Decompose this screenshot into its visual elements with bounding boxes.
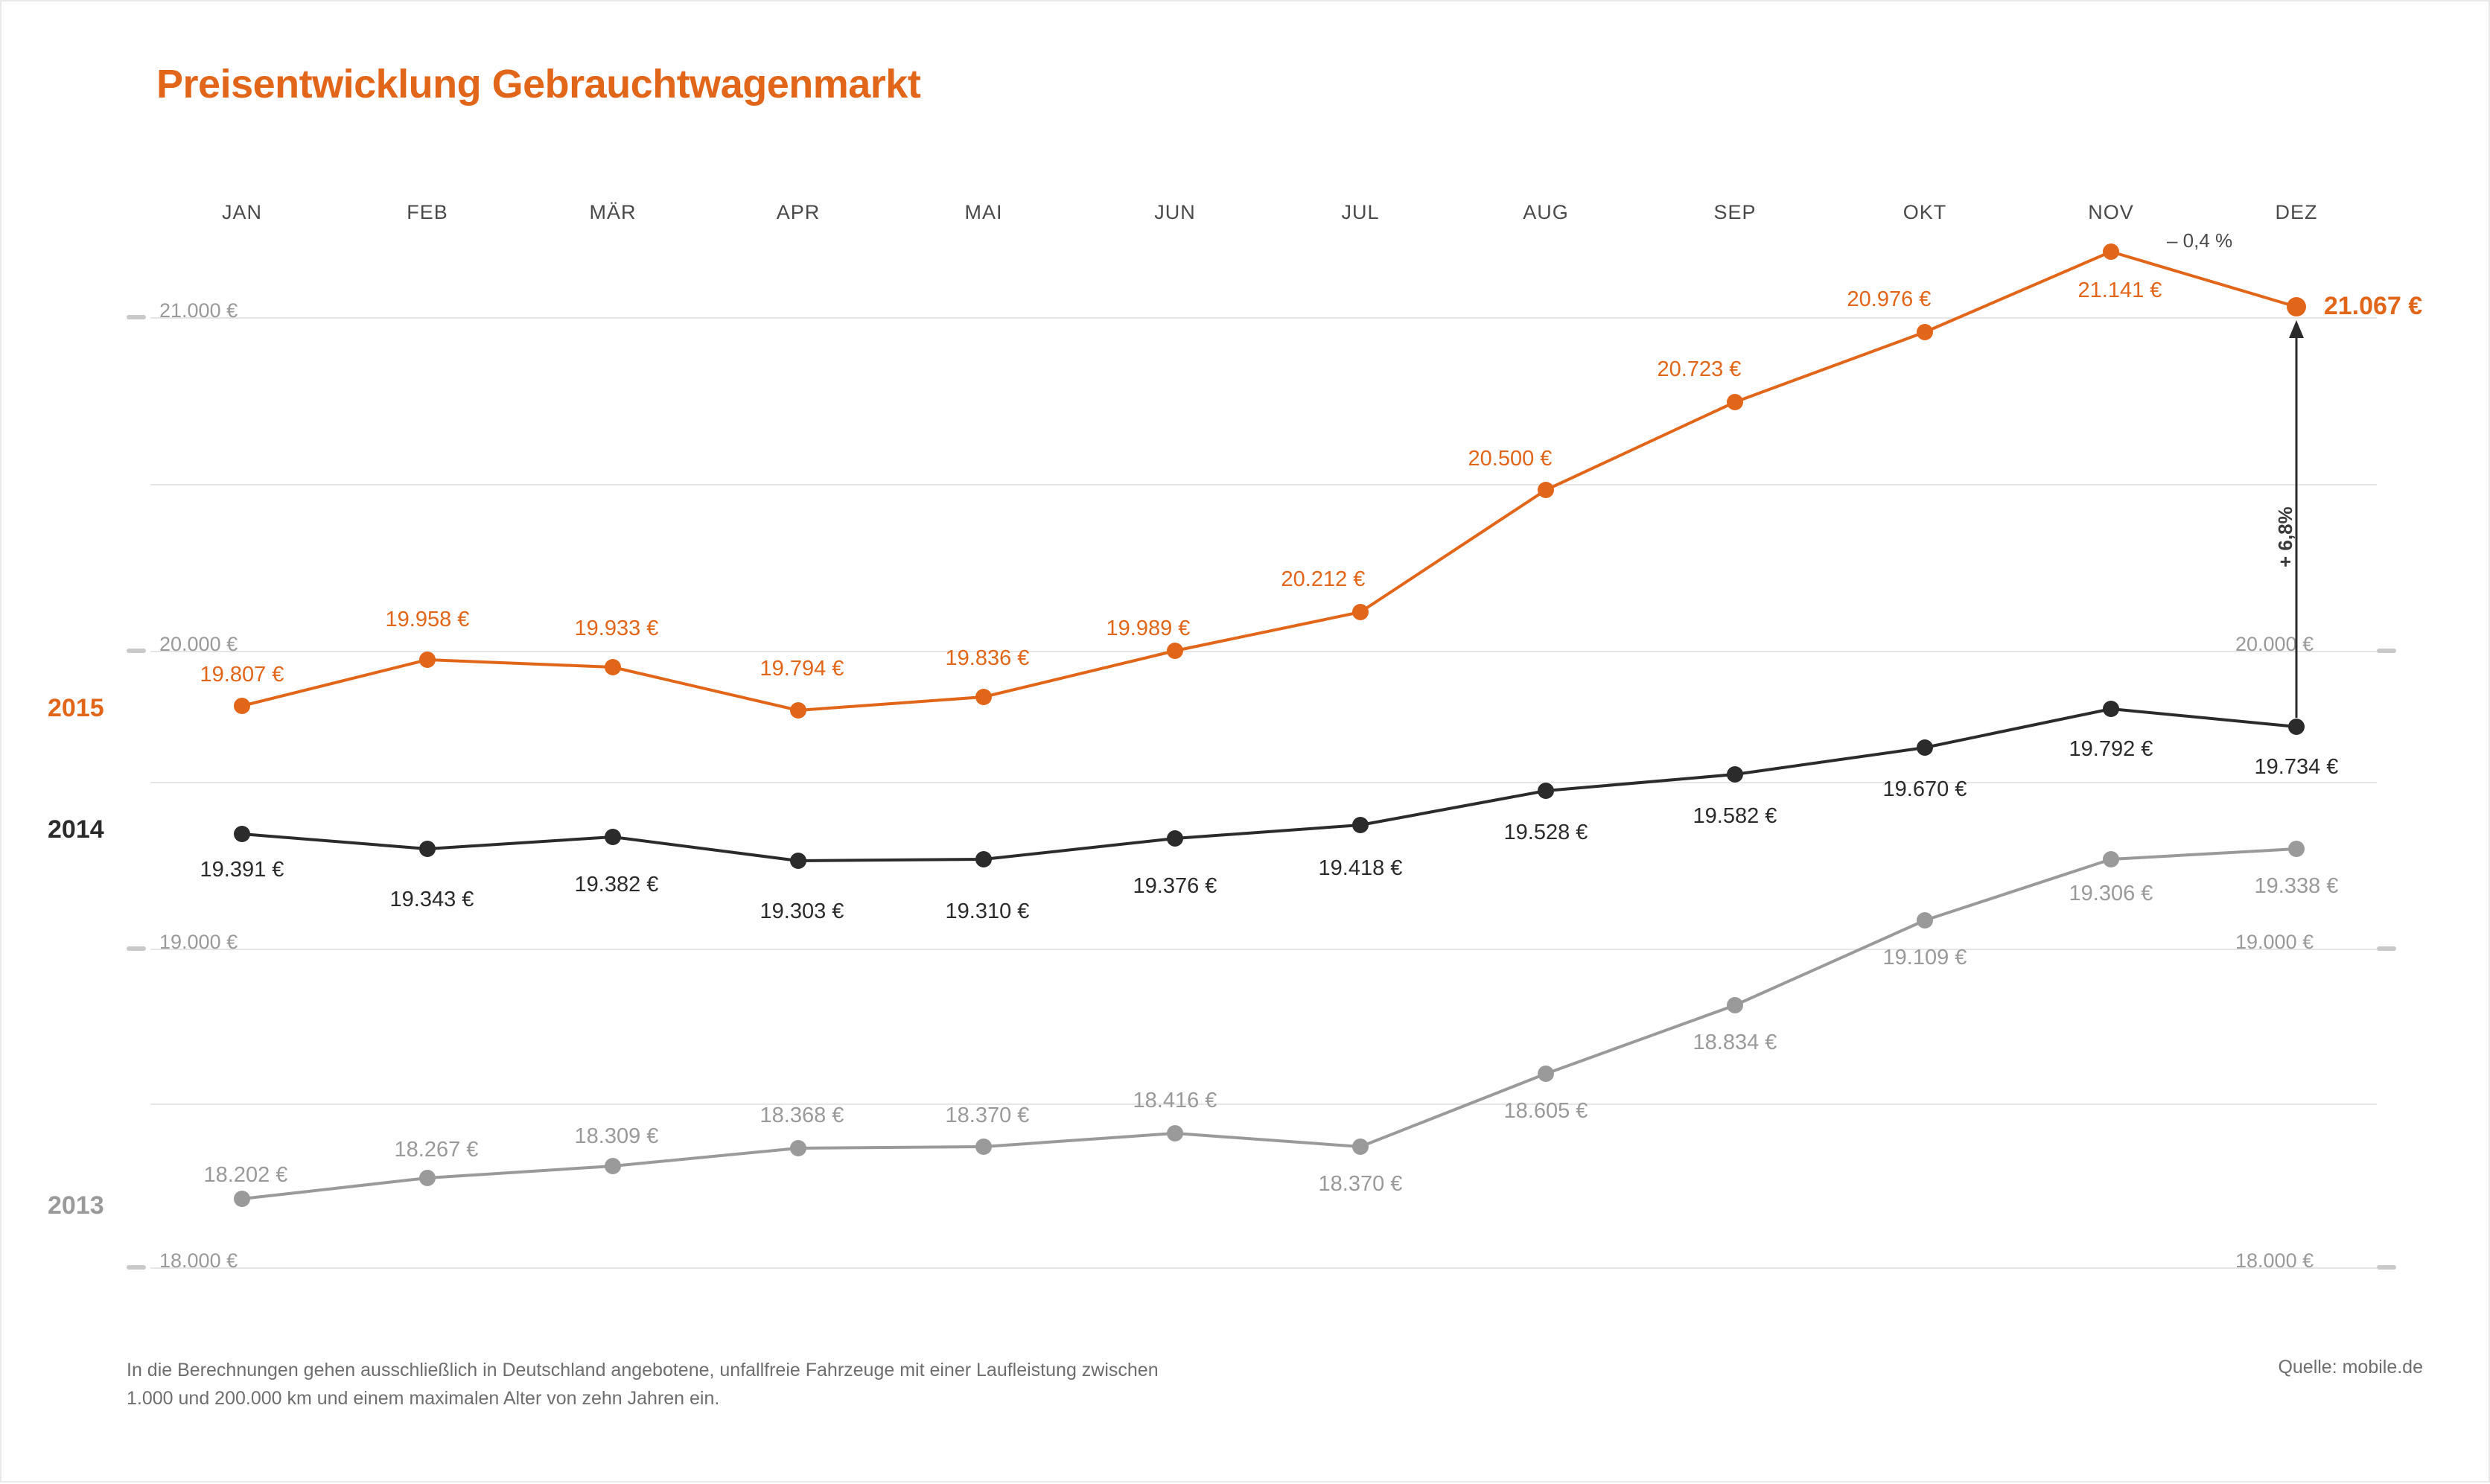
value-2013-feb: 18.267 € bbox=[394, 1138, 479, 1162]
point-2014-maer[interactable] bbox=[605, 829, 621, 845]
point-2014-dez[interactable] bbox=[2288, 719, 2305, 735]
value-2013-mai: 18.370 € bbox=[945, 1104, 1030, 1127]
series-label-2013: 2013 bbox=[48, 1191, 104, 1220]
point-2013-okt[interactable] bbox=[1917, 912, 1933, 929]
value-2015-nov: 21.141 € bbox=[2077, 278, 2162, 302]
point-2015-jan[interactable] bbox=[234, 698, 250, 714]
value-2013-sep: 18.834 € bbox=[1693, 1031, 1777, 1054]
x-tick-feb: FEB bbox=[407, 201, 448, 223]
point-2013-maer[interactable] bbox=[605, 1158, 621, 1174]
value-2015-dez: 21.067 € bbox=[2323, 292, 2423, 320]
point-2013-apr[interactable] bbox=[790, 1140, 806, 1156]
point-2014-mai[interactable] bbox=[975, 851, 992, 867]
value-2015-jan: 19.807 € bbox=[200, 663, 284, 687]
series-label-2015: 2015 bbox=[48, 694, 104, 722]
value-2014-okt: 19.670 € bbox=[1882, 777, 1967, 801]
value-2015-maer: 19.933 € bbox=[574, 617, 659, 640]
axis-label-left-18000: 18.000 € bbox=[159, 1249, 238, 1272]
annotation-growth: + 6,8% bbox=[2274, 506, 2296, 567]
value-2013-jan: 18.202 € bbox=[203, 1163, 288, 1187]
point-2015-sep[interactable] bbox=[1727, 394, 1743, 410]
value-2015-jun: 19.989 € bbox=[1106, 617, 1191, 640]
value-2014-mai: 19.310 € bbox=[945, 899, 1030, 923]
point-2013-jul[interactable] bbox=[1352, 1139, 1369, 1155]
x-tick-sep: SEP bbox=[1713, 201, 1757, 223]
x-tick-aug: AUG bbox=[1523, 201, 1569, 223]
growth-arrow-head bbox=[2289, 320, 2304, 338]
x-tick-dez: DEZ bbox=[2275, 201, 2318, 223]
value-2014-sep: 19.582 € bbox=[1693, 804, 1777, 828]
value-2013-okt: 19.109 € bbox=[1882, 946, 1967, 969]
point-2014-feb[interactable] bbox=[419, 841, 436, 857]
value-2013-nov: 19.306 € bbox=[2069, 882, 2153, 905]
value-2014-feb: 19.343 € bbox=[389, 888, 474, 911]
point-2015-jun[interactable] bbox=[1167, 643, 1183, 659]
point-2015-aug[interactable] bbox=[1538, 482, 1554, 498]
point-2014-sep[interactable] bbox=[1727, 766, 1743, 783]
point-2013-jun[interactable] bbox=[1167, 1125, 1183, 1141]
point-2014-jun[interactable] bbox=[1167, 830, 1183, 847]
value-2014-maer: 19.382 € bbox=[574, 873, 659, 897]
point-2014-aug[interactable] bbox=[1538, 783, 1554, 799]
series-label-2014: 2014 bbox=[48, 815, 104, 844]
value-2015-feb: 19.958 € bbox=[385, 608, 470, 631]
point-2015-feb[interactable] bbox=[419, 652, 436, 668]
value-2014-apr: 19.303 € bbox=[760, 899, 844, 923]
value-2015-sep: 20.723 € bbox=[1657, 357, 1742, 381]
value-2015-jul: 20.212 € bbox=[1281, 567, 1366, 591]
point-2015-nov[interactable] bbox=[2103, 243, 2119, 260]
axis-label-left-21000: 21.000 € bbox=[159, 299, 238, 322]
x-tick-nov: NOV bbox=[2088, 201, 2134, 223]
value-2013-jun: 18.416 € bbox=[1133, 1089, 1217, 1112]
value-2013-dez: 19.338 € bbox=[2254, 874, 2339, 898]
axis-label-right-20000: 20.000 € bbox=[2235, 633, 2314, 655]
point-2014-jan[interactable] bbox=[234, 826, 250, 842]
point-2015-maer[interactable] bbox=[605, 659, 621, 675]
x-tick-maer: MÄR bbox=[589, 201, 637, 223]
value-2014-dez: 19.734 € bbox=[2254, 755, 2339, 779]
value-2014-nov: 19.792 € bbox=[2069, 737, 2153, 761]
page-title: Preisentwicklung Gebrauchtwagenmarkt bbox=[156, 62, 921, 106]
value-2013-aug: 18.605 € bbox=[1503, 1099, 1588, 1123]
x-tick-jun: JUN bbox=[1154, 201, 1196, 223]
point-2014-apr[interactable] bbox=[790, 853, 806, 869]
axis-label-right-18000: 18.000 € bbox=[2235, 1249, 2314, 1272]
line-series-2014 bbox=[242, 709, 2296, 861]
point-2014-nov[interactable] bbox=[2103, 701, 2119, 717]
point-2013-dez[interactable] bbox=[2288, 841, 2305, 857]
value-2015-apr: 19.794 € bbox=[760, 657, 844, 681]
x-tick-jan: JAN bbox=[221, 201, 263, 223]
line-series-2015 bbox=[242, 252, 2296, 710]
x-tick-jul: JUL bbox=[1341, 201, 1380, 223]
point-2015-jul[interactable] bbox=[1352, 604, 1369, 620]
value-2014-jan: 19.391 € bbox=[200, 858, 284, 882]
annotation-decline: – 0,4 % bbox=[2167, 229, 2233, 252]
x-tick-apr: APR bbox=[776, 201, 821, 223]
point-2013-aug[interactable] bbox=[1538, 1066, 1554, 1082]
point-2015-apr[interactable] bbox=[790, 702, 806, 719]
value-2013-maer: 18.309 € bbox=[574, 1124, 659, 1148]
point-2013-mai[interactable] bbox=[975, 1139, 992, 1155]
value-2014-jul: 19.418 € bbox=[1318, 856, 1403, 880]
line-series-2013 bbox=[242, 849, 2296, 1199]
value-2015-aug: 20.500 € bbox=[1468, 447, 1553, 471]
x-tick-mai: MAI bbox=[964, 201, 1003, 223]
value-2014-aug: 19.528 € bbox=[1503, 821, 1588, 844]
value-2015-mai: 19.836 € bbox=[945, 646, 1030, 670]
value-2013-jul: 18.370 € bbox=[1318, 1172, 1403, 1196]
value-2015-okt: 20.976 € bbox=[1847, 287, 1932, 311]
point-2014-jul[interactable] bbox=[1352, 817, 1369, 833]
point-2015-okt[interactable] bbox=[1917, 324, 1933, 340]
x-tick-okt: OKT bbox=[1902, 201, 1947, 223]
point-2013-nov[interactable] bbox=[2103, 851, 2119, 867]
source-text: Quelle: mobile.de bbox=[2278, 1357, 2423, 1378]
value-2013-apr: 18.368 € bbox=[760, 1104, 844, 1127]
point-2015-mai[interactable] bbox=[975, 689, 992, 705]
axis-label-left-19000: 19.000 € bbox=[159, 931, 238, 953]
axis-label-left-20000: 20.000 € bbox=[159, 633, 238, 655]
point-2013-jan[interactable] bbox=[234, 1191, 250, 1207]
point-2014-okt[interactable] bbox=[1917, 739, 1933, 756]
point-2013-sep[interactable] bbox=[1727, 997, 1743, 1013]
value-2014-jun: 19.376 € bbox=[1133, 874, 1217, 898]
axis-label-right-19000: 19.000 € bbox=[2235, 931, 2314, 953]
point-2013-feb[interactable] bbox=[419, 1170, 436, 1186]
footnote-text: In die Berechnungen gehen ausschließlich in Deutschland angebotene, unfallfreie Fahrzeuge mit einer Laufleistung zwischen 1.000 und 200.000 km und einem maximalen Alter von zehn Jahren ein. bbox=[127, 1360, 1159, 1409]
point-2015-dez[interactable] bbox=[2287, 297, 2306, 316]
